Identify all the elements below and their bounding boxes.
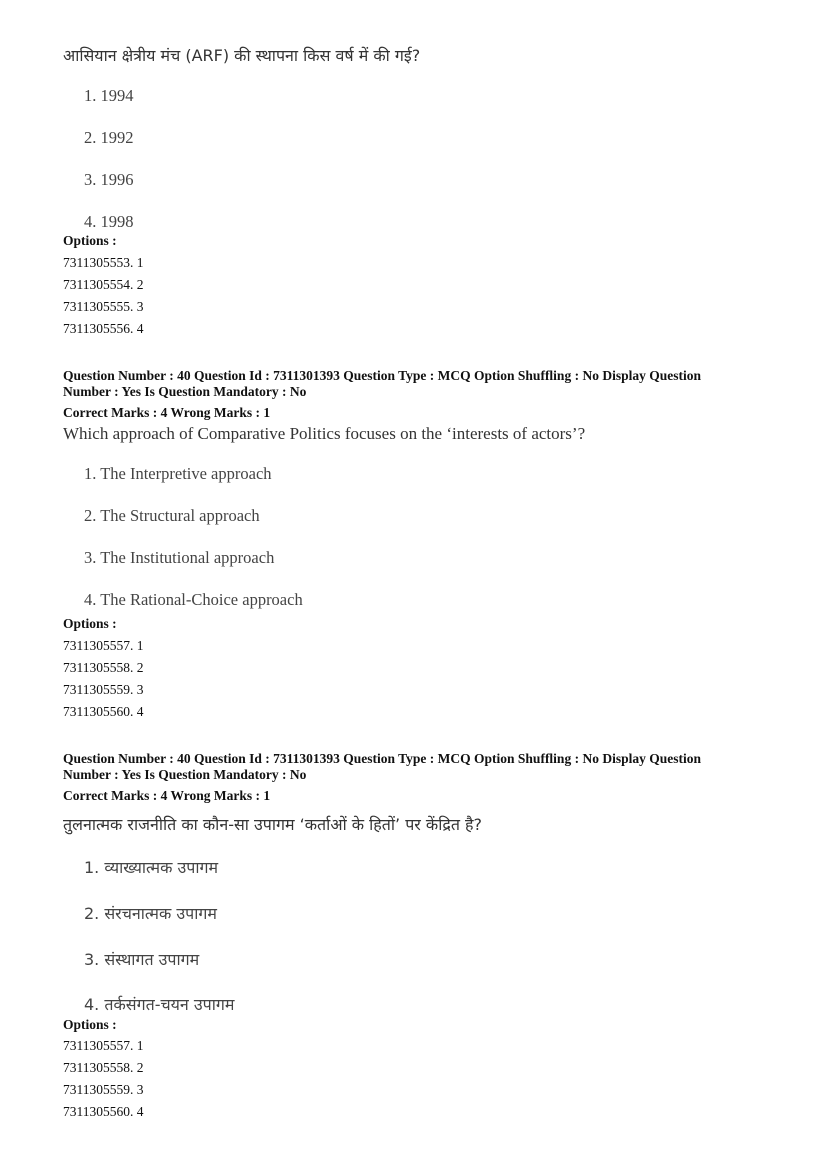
question-text-hindi: आसियान क्षेत्रीय मंच (ARF) की स्थापना किस वर्ष में की गई?: [63, 46, 421, 65]
choice-4: 4. 1998: [84, 212, 134, 231]
question-text-hindi: तुलनात्मक राजनीति का कौन-सा उपागम ‘कर्ताओं के हितों’ पर केंद्रित है?: [63, 815, 483, 834]
choice-2: 2. संरचनात्मक उपागम: [84, 904, 217, 923]
option-id: 7311305555. 3: [63, 299, 144, 314]
choice-2: 2. The Structural approach: [84, 506, 260, 525]
choice-2: 2. 1992: [84, 128, 134, 147]
choice-3: 3. 1996: [84, 170, 134, 189]
choice-4: 4. तर्कसंगत-चयन उपागम: [84, 995, 235, 1014]
question-text: Which approach of Comparative Politics focuses on the ‘interests of actors’?: [63, 424, 586, 443]
options-label: Options :: [63, 233, 117, 248]
option-id: 7311305557. 1: [63, 1038, 144, 1053]
option-id: 7311305553. 1: [63, 255, 144, 270]
choice-1: 1. The Interpretive approach: [84, 464, 272, 483]
option-id: 7311305560. 4: [63, 704, 144, 719]
choice-3: 3. संस्थागत उपागम: [84, 950, 200, 969]
option-id: 7311305554. 2: [63, 277, 144, 292]
question-meta-line2: Number : Yes Is Question Mandatory : No: [63, 767, 307, 782]
option-id: 7311305557. 1: [63, 638, 144, 653]
marks-line: Correct Marks : 4 Wrong Marks : 1: [63, 788, 271, 803]
options-label: Options :: [63, 1017, 117, 1032]
option-id: 7311305558. 2: [63, 1060, 144, 1075]
choice-1: 1. व्याख्यात्मक उपागम: [84, 858, 219, 877]
options-label: Options :: [63, 616, 117, 631]
question-meta-line2: Number : Yes Is Question Mandatory : No: [63, 384, 307, 399]
question-meta-line1: Question Number : 40 Question Id : 7311301393 Question Type : MCQ Option Shuffling : No Display Question: [63, 368, 701, 383]
option-id: 7311305556. 4: [63, 321, 144, 336]
choice-3: 3. The Institutional approach: [84, 548, 275, 567]
marks-line: Correct Marks : 4 Wrong Marks : 1: [63, 405, 271, 420]
option-id: 7311305558. 2: [63, 660, 144, 675]
option-id: 7311305560. 4: [63, 1104, 144, 1119]
choice-4: 4. The Rational-Choice approach: [84, 590, 303, 609]
question-meta-line1: Question Number : 40 Question Id : 7311301393 Question Type : MCQ Option Shuffling : No Display Question: [63, 751, 701, 766]
option-id: 7311305559. 3: [63, 682, 144, 697]
choice-1: 1. 1994: [84, 86, 134, 105]
option-id: 7311305559. 3: [63, 1082, 144, 1097]
